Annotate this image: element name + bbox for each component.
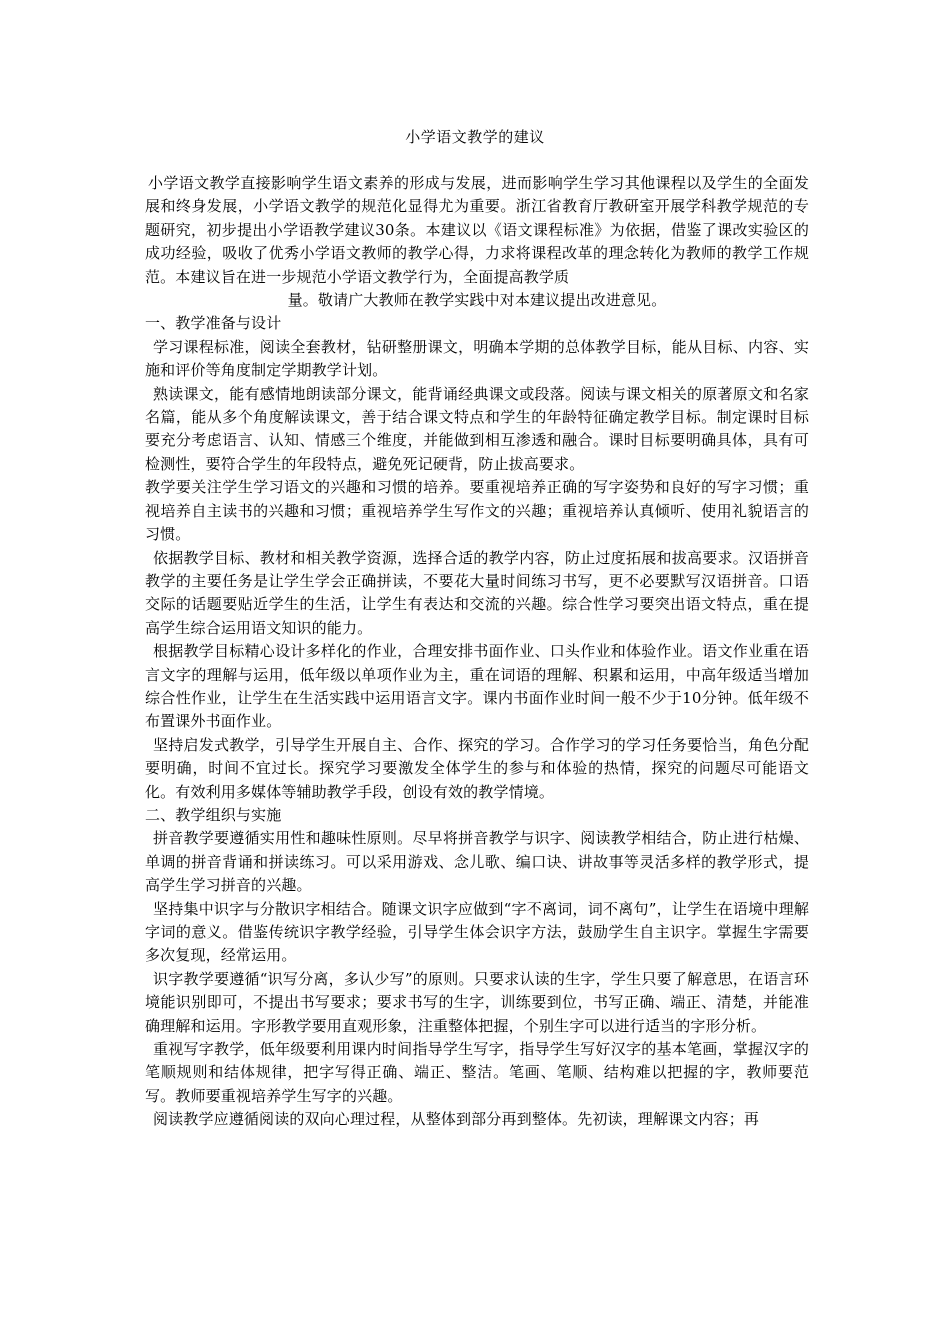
section1-paragraph: 熟读课文，能有感情地朗读部分课文，能背诵经典课文或段落。阅读与课文相关的原著原文和名家名篇，能从多个角度解读课文，善于结合课文特点和学生的年龄特征确定教学目标。制定课时目标要充分考虑语言、认知、情感三个维度，并能做到相互渗透和融合。课时目标要明确具体，具有可检测性，要符合学生的年段特点，避免死记硬背，防止拔高要求。 [145, 384, 809, 473]
section1-paragraph: 依据教学目标、教材和相关教学资源，选择合适的教学内容，防止过度拓展和拔高要求。汉语拼音教学的主要任务是让学生学会正确拼读，不要花大量时间练习书写，更不必要默写汉语拼音。口语交际的话题要贴近学生的生活，让学生有表达和交流的兴趣。综合性学习要突出语文特点，重在提高学生综合运用语文知识的能力。 [145, 548, 809, 637]
section-heading-2: 二、教学组织与实施 [145, 805, 282, 824]
document-body [145, 172, 809, 1132]
section2-paragraph: 重视写字教学，低年级要利用课内时间指导学生写字，指导学生写好汉字的基本笔画，掌握汉字的笔顺规则和结体规律，把字写得正确、端正、整洁。笔画、笔顺、结构难以把握的字，教师要范写。教师要重视培养学生写字的兴趣。 [145, 1040, 809, 1105]
section1-paragraph: 根据教学目标精心设计多样化的作业，合理安排书面作业、口头作业和体验作业。语文作业重在语言文字的理解与运用，低年级以单项作业为主，重在词语的理解、积累和运用，中高年级适当增加综合性作业，让学生在生活实践中运用语言文字。课内书面作业时间一般不少于10分钟。低年级不布置课外书面作业。 [145, 642, 809, 731]
section2-paragraph: 拼音教学要遵循实用性和趣味性原则。尽早将拼音教学与识字、阅读教学相结合，防止进行枯燥、单调的拼音背诵和拼读练习。可以采用游戏、念儿歌、编口诀、讲故事等灵活多样的教学形式，提高学生学习拼音的兴趣。 [145, 829, 809, 895]
intro-paragraph-last-line: 量。敬请广大教师在教学实践中对本建议提出改进意见。 [287, 291, 667, 310]
document-title: 小学语文教学的建议 [405, 128, 545, 146]
section2-paragraph: 阅读教学应遵循阅读的双向心理过程，从整体到部分再到整体。先初读，理解课文内容；再 [153, 1110, 760, 1129]
section2-paragraph: 坚持集中识字与分散识字相结合。随课文识字应做到“字不离词，词不离句”，让学生在语境中理解字词的意义。借鉴传统识字教学经验，引导学生体会识字方法，鼓励学生自主识字。掌握生字需要多次复现，经常运用。 [145, 899, 809, 965]
section1-paragraph: 坚持启发式教学，引导学生开展自主、合作、探究的学习。合作学习的学习任务要恰当，角色分配要明确，时间不宜过长。探究学习要激发全体学生的参与和体验的热情，探究的问题尽可能语文化。有效利用多媒体等辅助教学手段，创设有效的教学情境。 [145, 735, 809, 801]
section1-paragraph: 学习课程标准，阅读全套教材，钻研整册课文，明确本学期的总体教学目标，能从目标、内容、实施和评价等角度制定学期教学计划。 [145, 337, 809, 380]
section-heading-1: 一、教学准备与设计 [145, 314, 282, 333]
section2-paragraph: 识字教学要遵循“识写分离，多认少写”的原则。只要求认读的生字，学生只要了解意思，在语言环境能识别即可，不提出书写要求；要求书写的生字，训练要到位，书写正确、端正、清楚，并能准确理解和运用。字形教学要用直观形象，注重整体把握，个别生字可以进行适当的字形分析。 [145, 969, 809, 1035]
section1-paragraph: 教学要关注学生学习语文的兴趣和习惯的培养。要重视培养正确的写字姿势和良好的写字习惯；重视培养自主读书的兴趣和习惯；重视培养学生写作文的兴趣；重视培养认真倾听、使用礼貌语言的习惯。 [145, 478, 809, 544]
intro-paragraph: 小学语文教学直接影响学生语文素养的形成与发展，进而影响学生学习其他课程以及学生的全面发展和终身发展，小学语文教学的规范化显得尤为重要。浙江省教育厅教研室开展学科教学规范的专题研究，初步提出小学语教学建议30条。本建议以《语文课程标准》为依据，借鉴了课改实验区的成功经验，吸收了优秀小学语文教师的教学心得，力求将课程改革的理念转化为教师的教学工作规范。本建议旨在进一步规范小学语文教学行为，全面提高教学质 [145, 174, 809, 286]
